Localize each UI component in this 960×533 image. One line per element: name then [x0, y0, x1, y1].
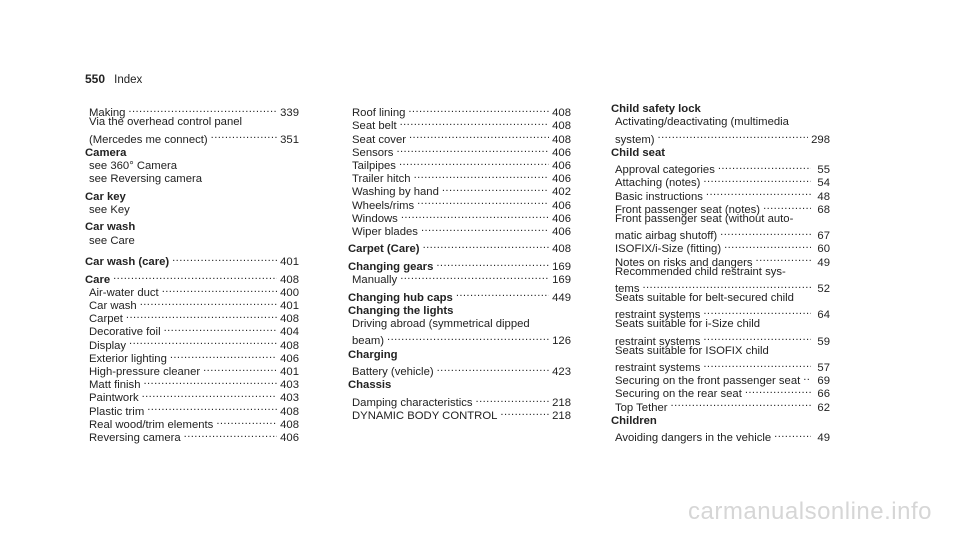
- index-entry-text: Air-water duct: [89, 286, 159, 299]
- index-entry-text: High-pressure cleaner: [89, 366, 201, 379]
- page-reference[interactable]: 66: [817, 388, 830, 401]
- index-entry-text: Notes on risks and dangers: [615, 256, 753, 269]
- dot-leader: [671, 397, 811, 410]
- index-entry-text: see Care: [89, 234, 135, 247]
- page-reference[interactable]: 404: [280, 326, 299, 339]
- page-reference[interactable]: 52: [817, 282, 830, 295]
- index-entry-text: Car wash: [85, 221, 136, 234]
- page-reference[interactable]: 423: [552, 366, 571, 379]
- index-column-2: [348, 103, 571, 422]
- dot-leader: [184, 428, 277, 441]
- index-entry: [611, 428, 830, 445]
- dot-leader: [763, 200, 811, 213]
- index-entry-text: Top Tether: [615, 401, 668, 414]
- page-reference[interactable]: 406: [552, 173, 571, 186]
- index-entry-text: Approval categories: [615, 164, 715, 177]
- dot-leader: [421, 222, 549, 235]
- index-entry: [85, 103, 299, 120]
- index-entry-text: Decorative foil: [89, 326, 161, 339]
- index-entry-text: Paintwork: [89, 392, 139, 405]
- index-entry-text: Seat cover: [352, 133, 407, 146]
- page-reference[interactable]: 406: [280, 431, 299, 444]
- dot-leader: [170, 349, 277, 362]
- dot-leader: [658, 129, 809, 142]
- page-reference[interactable]: 406: [552, 225, 571, 238]
- index-entry: [85, 235, 299, 248]
- index-entry-text: (Mercedes me connect): [89, 133, 208, 146]
- page-reference[interactable]: 49: [817, 256, 830, 269]
- dot-leader: [724, 239, 811, 252]
- page-reference[interactable]: 218: [552, 409, 571, 422]
- index-entry-text: Changing gears: [348, 260, 434, 273]
- page-reference[interactable]: 406: [552, 212, 571, 225]
- index-heading: [348, 239, 571, 256]
- index-entry-text: Carpet (Care): [348, 243, 420, 256]
- page-reference[interactable]: 59: [817, 335, 830, 348]
- watermark: carmanualsonline.info: [688, 498, 932, 525]
- index-entry-text: Recommended child restraint sys-: [615, 265, 786, 278]
- index-entry-text: Avoiding dangers in the vehicle: [615, 432, 772, 445]
- dot-leader: [172, 252, 277, 265]
- page-reference[interactable]: 49: [817, 432, 830, 445]
- index-entry-text: Securing on the front passenger seat: [615, 375, 801, 388]
- index-entry-text: Roof lining: [352, 107, 406, 120]
- page-reference[interactable]: 68: [817, 203, 830, 216]
- index-entry-text: see 360° Camera: [89, 160, 178, 173]
- index-entry-text: ISOFIX/i-Size (fitting): [615, 243, 722, 256]
- index-entry-text: Child seat: [611, 146, 665, 159]
- index-entry: [348, 103, 571, 120]
- dot-leader: [720, 226, 811, 239]
- index-entry-text: Driving abroad (symmetrical dipped: [352, 318, 530, 330]
- dot-leader: [718, 160, 811, 173]
- index-heading: [85, 191, 299, 204]
- page-reference[interactable]: 69: [817, 375, 830, 388]
- index-entry-text: Children: [611, 414, 657, 427]
- index-heading: [85, 270, 299, 286]
- index-entry-text: see Reversing camera: [89, 173, 203, 186]
- index-entry: [611, 331, 830, 348]
- index-entry-text: Seat belt: [352, 120, 397, 133]
- page-reference[interactable]: 218: [552, 396, 571, 409]
- dot-leader: [147, 401, 277, 414]
- page-reference[interactable]: 55: [817, 164, 830, 177]
- dot-leader: [396, 143, 549, 156]
- page-reference[interactable]: 401: [280, 366, 299, 379]
- dot-leader: [113, 270, 277, 283]
- index-entry-text: Trailer hitch: [352, 173, 411, 186]
- index-heading: [85, 252, 299, 269]
- dot-leader: [756, 252, 811, 265]
- page-reference[interactable]: 298: [811, 133, 830, 146]
- index-entry-text: Reversing camera: [89, 431, 181, 444]
- index-entry-text: Exterior lighting: [89, 352, 167, 365]
- index-entry-text: Matt finish: [89, 379, 141, 392]
- dot-leader: [162, 283, 277, 296]
- page-reference[interactable]: 403: [280, 379, 299, 392]
- index-column-1: [85, 103, 299, 444]
- page-reference[interactable]: 57: [817, 362, 830, 375]
- index-entry-text: Windows: [352, 212, 398, 225]
- section-title: Index: [114, 74, 143, 86]
- dot-leader: [129, 335, 277, 348]
- index-entry-text: restraint systems: [615, 362, 701, 375]
- page-reference[interactable]: 339: [280, 107, 299, 120]
- dot-leader: [703, 173, 811, 186]
- dot-leader: [128, 103, 277, 116]
- index-entry: [611, 213, 830, 226]
- page-reference[interactable]: 408: [552, 120, 571, 133]
- page-reference[interactable]: 406: [552, 146, 571, 159]
- index-heading: [611, 103, 830, 116]
- dot-leader: [400, 270, 549, 283]
- index-heading: [348, 257, 571, 273]
- page-reference[interactable]: 406: [280, 352, 299, 365]
- index-entry: [611, 160, 830, 177]
- index-column-3: [611, 103, 830, 445]
- dot-leader: [140, 296, 277, 309]
- index-entry: [85, 173, 299, 186]
- dot-leader: [408, 103, 549, 116]
- index-heading: [348, 349, 571, 362]
- index-entry-text: Wiper blades: [352, 225, 418, 238]
- dot-leader: [437, 362, 550, 375]
- index-entry-text: Car wash (care): [85, 256, 170, 269]
- index-entry-text: system): [615, 133, 655, 146]
- page-reference[interactable]: 408: [280, 405, 299, 418]
- index-entry-text: see Key: [89, 203, 130, 216]
- index-entry-text: Wheels/rims: [352, 199, 415, 212]
- dot-leader: [387, 331, 549, 344]
- index-entry: [85, 160, 299, 173]
- index-entry: [611, 318, 830, 331]
- index-entry-text: Real wood/trim elements: [89, 418, 214, 431]
- page-reference[interactable]: 351: [280, 133, 299, 146]
- index-entry-text: Care: [85, 273, 111, 286]
- page-reference[interactable]: 408: [552, 133, 571, 146]
- page-reference[interactable]: 169: [552, 260, 571, 273]
- dot-leader: [142, 388, 278, 401]
- index-entry-text: beam): [352, 335, 385, 348]
- index-entry-text: Front passenger seat (without auto-: [615, 212, 794, 225]
- page-reference[interactable]: 126: [552, 335, 571, 348]
- index-entry-text: Seats suitable for belt-secured child: [615, 291, 794, 304]
- dot-leader: [164, 322, 278, 335]
- page-reference[interactable]: 408: [280, 273, 299, 286]
- index-entry-text: DYNAMIC BODY CONTROL: [352, 409, 498, 422]
- dot-leader: [703, 358, 811, 371]
- index-entry-text: Tailpipes: [352, 159, 396, 172]
- index-entry-text: restraint systems: [615, 335, 701, 348]
- index-entry: [611, 129, 830, 146]
- index-entry: [611, 279, 830, 295]
- index-entry: [85, 116, 299, 129]
- dot-leader: [216, 415, 277, 428]
- page-reference[interactable]: 67: [817, 230, 830, 243]
- index-entry-text: Damping characteristics: [352, 396, 473, 409]
- dot-leader: [642, 279, 811, 292]
- index-entry-text: Activating/deactivating (multimedia: [615, 116, 789, 129]
- dot-leader: [401, 209, 549, 222]
- index-heading: [85, 147, 299, 160]
- index-entry-text: Sensors: [352, 146, 394, 159]
- dot-leader: [706, 186, 811, 199]
- index-entry-text: Changing the lights: [348, 304, 454, 317]
- index-entry: [611, 292, 830, 305]
- index-entry-text: Car key: [85, 190, 126, 203]
- index-entry-text: Changing hub caps: [348, 291, 453, 304]
- index-entry: [348, 331, 571, 348]
- page-header: [85, 72, 142, 86]
- index-entry-text: Manually: [352, 274, 398, 287]
- dot-leader: [500, 406, 549, 419]
- dot-leader: [211, 129, 277, 142]
- page-reference[interactable]: 401: [280, 300, 299, 313]
- index-entry-text: Chassis: [348, 379, 392, 392]
- index-heading: [348, 379, 571, 392]
- index-entry-text: Battery (vehicle): [352, 366, 434, 379]
- page-reference[interactable]: 48: [817, 190, 830, 203]
- page-reference[interactable]: 408: [552, 243, 571, 256]
- index-entry-text: Making: [89, 107, 126, 120]
- dot-leader: [803, 371, 811, 384]
- page-reference[interactable]: 408: [280, 418, 299, 431]
- page-reference[interactable]: 403: [280, 392, 299, 405]
- index-entry-text: Display: [89, 339, 127, 352]
- index-entry: [348, 362, 571, 379]
- index-entry-text: Front passenger seat (notes): [615, 203, 761, 216]
- dot-leader: [203, 362, 277, 375]
- page-reference[interactable]: 406: [552, 159, 571, 172]
- page-reference[interactable]: 401: [280, 256, 299, 269]
- index-entry-text: Car wash: [89, 300, 137, 313]
- index-entry-text: Seats suitable for i-Size child: [615, 318, 761, 331]
- page-reference[interactable]: 408: [552, 107, 571, 120]
- dot-leader: [409, 129, 549, 142]
- index-entry: [611, 226, 830, 243]
- index-entry-text: Child safety lock: [611, 103, 701, 115]
- page-reference[interactable]: 64: [817, 309, 830, 322]
- dot-leader: [703, 331, 811, 344]
- dot-leader: [442, 182, 549, 195]
- page-reference[interactable]: 408: [280, 339, 299, 352]
- index-entry-text: Charging: [348, 348, 398, 361]
- dot-leader: [399, 156, 549, 169]
- index-entry-text: Seats suitable for ISOFIX child: [615, 344, 769, 357]
- index-entry-text: Securing on the rear seat: [615, 388, 742, 401]
- page-reference[interactable]: 402: [552, 186, 571, 199]
- index-heading: [611, 415, 830, 428]
- index-heading: [348, 305, 571, 318]
- index-entry: [85, 129, 299, 146]
- index-heading: [85, 221, 299, 234]
- page-reference[interactable]: 449: [552, 291, 571, 304]
- dot-leader: [423, 239, 550, 252]
- page-reference[interactable]: 54: [817, 177, 830, 190]
- index-entry: [611, 116, 830, 129]
- page-reference[interactable]: 169: [552, 274, 571, 287]
- page-reference[interactable]: 408: [280, 313, 299, 326]
- index-entry: [611, 305, 830, 322]
- page-reference[interactable]: 60: [817, 243, 830, 256]
- index-entry: [85, 283, 299, 299]
- index-entry-text: restraint systems: [615, 309, 701, 322]
- index-entry-text: tems: [615, 282, 640, 295]
- dot-leader: [703, 305, 811, 318]
- index-entry: [611, 266, 830, 279]
- index-entry: [348, 393, 571, 409]
- dot-leader: [774, 428, 811, 441]
- page-reference[interactable]: 400: [280, 286, 299, 299]
- index-entry: [611, 345, 830, 358]
- index-entry-text: Plastic trim: [89, 405, 145, 418]
- dot-leader: [476, 393, 550, 406]
- index-entry-text: Attaching (notes): [615, 177, 701, 190]
- index-heading: [611, 147, 830, 160]
- dot-leader: [126, 309, 277, 322]
- dot-leader: [745, 384, 811, 397]
- dot-leader: [436, 257, 549, 270]
- dot-leader: [400, 116, 550, 129]
- page-number: 550: [85, 72, 106, 86]
- dot-leader: [143, 375, 277, 388]
- dot-leader: [417, 195, 549, 208]
- dot-leader: [414, 169, 550, 182]
- index-entry-text: Basic instructions: [615, 190, 703, 203]
- index-entry-text: Camera: [85, 146, 127, 159]
- index-entry-text: Via the overhead control panel: [89, 116, 243, 129]
- index-entry-text: matic airbag shutoff): [615, 230, 718, 243]
- index-entry: [348, 318, 571, 331]
- dot-leader: [456, 287, 549, 300]
- page-reference[interactable]: 62: [817, 401, 830, 414]
- index-heading: [348, 287, 571, 304]
- index-entry-text: Carpet: [89, 313, 123, 326]
- page-reference[interactable]: 406: [552, 199, 571, 212]
- index-entry: [611, 358, 830, 375]
- index-entry: [85, 204, 299, 217]
- index-entry-text: Washing by hand: [352, 186, 439, 199]
